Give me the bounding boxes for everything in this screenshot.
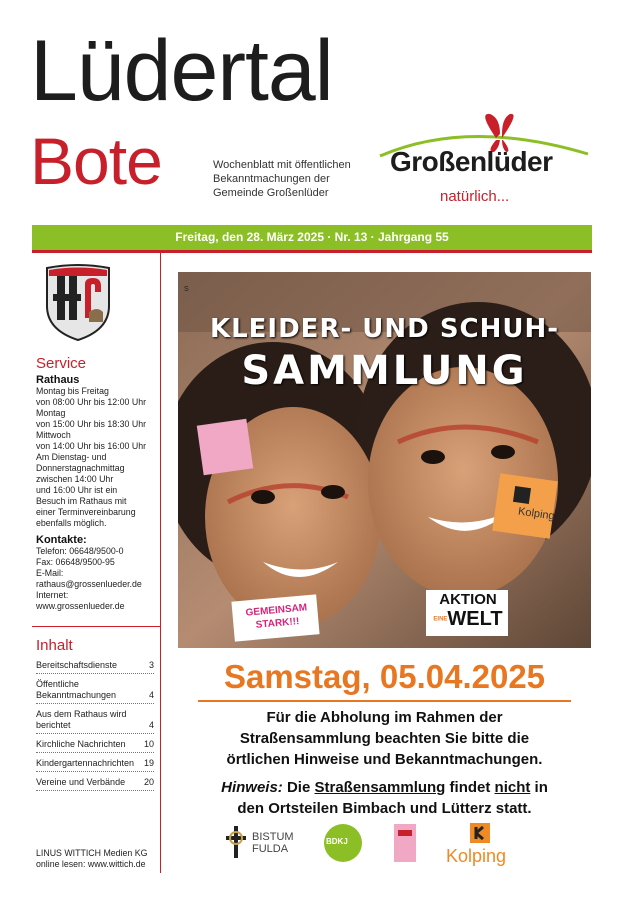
tagline-line: Wochenblatt mit öffentlichen	[213, 159, 351, 171]
contents-item-label: Vereine und Verbände	[36, 777, 126, 787]
event-info-line: Straßensammlung beachten Sie bitte die	[239, 730, 530, 747]
poster-headline-2: SAMMLUNG	[241, 348, 528, 394]
contents-item[interactable]	[36, 674, 154, 704]
bistum-line: FULDA	[252, 843, 289, 855]
event-info-line: Für die Abholung im Rahmen der	[266, 709, 503, 726]
hint-not: nicht	[494, 779, 531, 796]
rathaus-hours-line: Besuch im Rathaus mit	[36, 496, 127, 506]
online-line: online lesen: www.wittich.de	[36, 859, 146, 869]
bdkj-label: BDKJ	[326, 837, 348, 846]
rathaus-hours-line: von 15:00 Uhr bis 18:30 Uhr	[36, 419, 147, 429]
rathaus-hours-line: Mittwoch	[36, 430, 71, 440]
issue-bar-rule	[32, 250, 592, 253]
rathaus-hours-line: Montag	[36, 408, 66, 418]
hint-text: in	[530, 779, 548, 796]
contents-item[interactable]	[36, 704, 154, 734]
masthead-subtitle: Bote	[30, 124, 162, 198]
tagline-line: Gemeinde Großenlüder	[213, 187, 329, 199]
service-section	[36, 355, 154, 612]
contact-line: Internet:	[36, 590, 69, 600]
contact-line: www.grossenlueder.de	[36, 601, 125, 611]
contents-item-label: Kindergartennachrichten	[36, 758, 135, 768]
contents-item-page: 3	[148, 660, 154, 670]
event-info	[178, 707, 591, 770]
poster-badge-right	[428, 592, 508, 631]
kolping-label: Kolping	[446, 846, 507, 866]
rathaus-hours-line: zwischen 14:00 Uhr	[36, 474, 114, 484]
contents-item-page: 19	[143, 758, 154, 768]
badge-left-line: STARK!!!	[255, 616, 300, 631]
brand-name: Großenlüder	[390, 146, 553, 177]
badge-right-top: AKTION	[439, 591, 497, 608]
bistum-line: BISTUM	[252, 831, 294, 843]
rathaus-hours	[36, 386, 154, 529]
event-date-underline	[198, 700, 571, 702]
contents-item-page: 4	[148, 690, 154, 700]
contact-details	[36, 546, 154, 612]
kab-logo-icon	[392, 822, 418, 864]
rathaus-hours-line: und 16:00 Uhr ist ein	[36, 485, 118, 495]
contents-list	[36, 655, 154, 791]
contents-item[interactable]	[36, 655, 154, 674]
contents-section	[36, 637, 154, 791]
contact-line: Fax: 06648/9500-95	[36, 557, 115, 567]
rathaus-hours-line: Am Dienstag- und	[36, 452, 107, 462]
contents-item-label: Bereitschaftsdienste	[36, 660, 118, 670]
kontakte-title: Kontakte:	[36, 534, 87, 546]
event-date: Samstag, 05.04.2025	[223, 658, 546, 695]
contents-title: Inhalt	[36, 637, 73, 654]
rathaus-hours-line: Montag bis Freitag	[36, 386, 109, 396]
contents-item-label: Aus dem Rathaus wird berichtet	[36, 709, 127, 730]
rathaus-hours-line: von 14:00 Uhr bis 16:00 Uhr	[36, 441, 147, 451]
contents-item-label: Kirchliche Nachrichten	[36, 739, 126, 749]
section-divider	[32, 626, 160, 627]
contents-item-page: 10	[143, 739, 154, 749]
contents-item-label: Öffentliche Bekanntmachungen	[36, 679, 117, 700]
coat-of-arms-icon	[45, 262, 111, 342]
issue-bar: Freitag, den 28. März 2025 · Nr. 13 · Jahrgang 55	[32, 225, 592, 250]
contents-item[interactable]	[36, 772, 154, 791]
poster-kolping-tag: Kolping	[517, 505, 556, 523]
poster-image	[178, 272, 591, 648]
service-title: Service	[36, 355, 87, 372]
publisher-footer	[36, 848, 147, 870]
hint-text: findet	[445, 779, 495, 796]
bistum-logo	[252, 831, 294, 855]
contents-item-page: 4	[148, 720, 154, 730]
contents-item-page: 20	[143, 777, 154, 787]
hint-line-2: den Ortsteilen Bimbach und Lütterz statt.	[237, 800, 532, 817]
rathaus-hours-line: ebenfalls möglich.	[36, 518, 107, 528]
masthead-title: Lüdertal	[30, 23, 333, 119]
poster-corner-mark: S	[184, 286, 189, 293]
event-hint	[178, 777, 591, 819]
kolping-logo-icon	[469, 822, 491, 844]
brand-slogan: natürlich...	[440, 188, 510, 205]
contents-item[interactable]	[36, 734, 154, 753]
badge-right-bottom: WELT	[447, 608, 503, 630]
badge-left-line: GEMEINSAM	[245, 602, 308, 619]
column-divider	[160, 253, 161, 873]
contact-line: Telefon: 06648/9500-0	[36, 546, 124, 556]
rathaus-title: Rathaus	[36, 374, 80, 386]
rathaus-hours-line: einer Terminvereinbarung	[36, 507, 136, 517]
publisher-line: LINUS WITTICH Medien KG	[36, 848, 148, 858]
poster-headline-1: KLEIDER- UND SCHUH-	[209, 314, 560, 344]
event-info-line: örtlichen Hinweise und Bekanntmachungen.	[226, 751, 543, 768]
hint-label: Hinweis:	[221, 779, 283, 796]
contents-item[interactable]	[36, 753, 154, 772]
contact-line: rathaus@grossenlueder.de	[36, 579, 142, 589]
hint-street-collection: Straßensammlung	[314, 779, 446, 796]
cross-icon	[224, 824, 248, 860]
hint-text: Die	[282, 779, 315, 796]
rathaus-hours-line: Donnerstagnachmittag	[36, 463, 125, 473]
tagline-line: Bekanntmachungen der	[213, 173, 330, 185]
tagline	[213, 158, 378, 200]
rathaus-hours-line: von 08:00 Uhr bis 12:00 Uhr	[36, 397, 147, 407]
badge-right-small: EINE	[433, 616, 448, 623]
contact-line: E-Mail:	[36, 568, 64, 578]
